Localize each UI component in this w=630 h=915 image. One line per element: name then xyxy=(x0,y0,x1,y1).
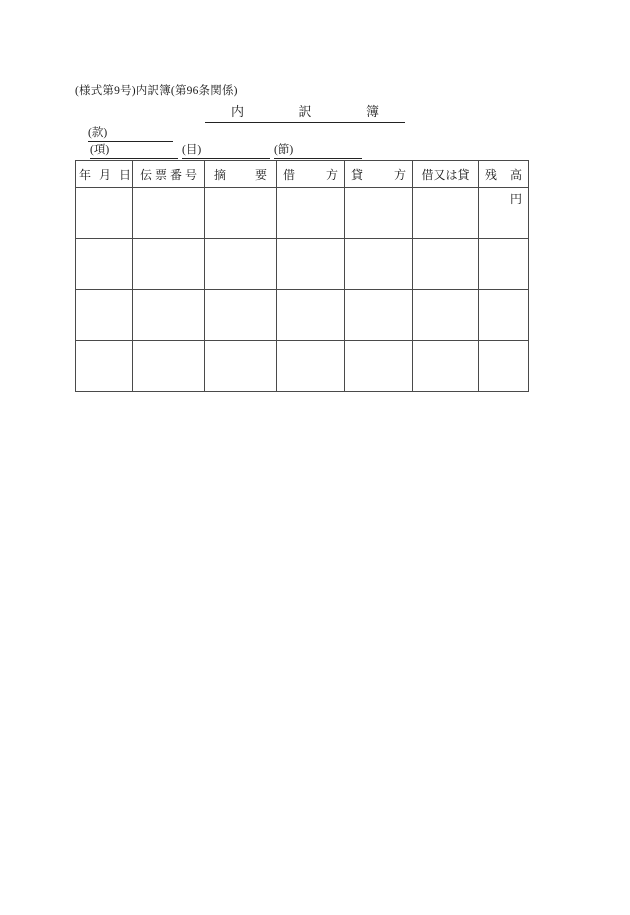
table-row xyxy=(76,188,529,239)
column-header-balance-left: 残 xyxy=(485,167,498,182)
column-header-credit-left: 貸 xyxy=(351,167,364,182)
cell-slip-number[interactable] xyxy=(133,188,205,239)
cell-slip-number[interactable] xyxy=(133,239,205,290)
column-header-credit xyxy=(345,161,413,188)
column-header-debit-left: 借 xyxy=(283,167,296,182)
form-code-label: (様式第9号)内訳簿(第96条関係) xyxy=(75,85,238,97)
cell-summary[interactable] xyxy=(205,188,277,239)
cell-credit[interactable] xyxy=(345,341,413,392)
cell-summary[interactable] xyxy=(205,341,277,392)
cell-slip-number[interactable] xyxy=(133,290,205,341)
cell-debit[interactable] xyxy=(277,341,345,392)
title-part-3: 簿 xyxy=(366,104,380,119)
column-header-debit-or-credit: 借又は貸 xyxy=(413,161,479,188)
cell-date[interactable] xyxy=(76,188,133,239)
table-row xyxy=(76,239,529,290)
cell-debit[interactable] xyxy=(277,290,345,341)
kan-field[interactable] xyxy=(88,124,173,142)
cell-date[interactable] xyxy=(76,290,133,341)
title-part-1: 内 xyxy=(230,104,244,119)
cell-credit[interactable] xyxy=(345,239,413,290)
moku-label: (目) xyxy=(182,144,202,156)
setsu-label: (節) xyxy=(274,144,294,156)
moku-field[interactable] xyxy=(182,141,270,159)
setsu-field[interactable] xyxy=(274,141,362,159)
cell-debit-or-credit[interactable] xyxy=(413,239,479,290)
cell-debit-or-credit[interactable] xyxy=(413,290,479,341)
cell-balance[interactable] xyxy=(479,341,529,392)
column-header-balance-right: 高 xyxy=(509,167,522,182)
cell-date[interactable] xyxy=(76,341,133,392)
ledger-table xyxy=(75,160,529,392)
cell-summary[interactable] xyxy=(205,290,277,341)
currency-unit-label: 円 xyxy=(509,192,522,206)
cell-slip-number[interactable] xyxy=(133,341,205,392)
column-header-debit-right: 方 xyxy=(325,167,338,182)
cell-debit[interactable] xyxy=(277,188,345,239)
column-header-debit xyxy=(277,161,345,188)
cell-balance[interactable] xyxy=(479,290,529,341)
cell-summary[interactable] xyxy=(205,239,277,290)
column-header-balance xyxy=(479,161,529,188)
page-title xyxy=(205,101,405,123)
cell-debit-or-credit[interactable] xyxy=(413,341,479,392)
cell-debit-or-credit[interactable] xyxy=(413,188,479,239)
column-header-slip-number: 伝 票 番 号 xyxy=(133,161,205,188)
cell-date[interactable] xyxy=(76,239,133,290)
column-header-summary-left: 摘 xyxy=(214,167,227,182)
table-row xyxy=(76,290,529,341)
table-header-row xyxy=(76,161,529,188)
cell-credit[interactable] xyxy=(345,188,413,239)
cell-credit[interactable] xyxy=(345,290,413,341)
kan-label: (款) xyxy=(88,127,108,139)
table-row xyxy=(76,341,529,392)
subsection-fields xyxy=(90,141,362,159)
title-part-2: 訳 xyxy=(298,104,312,119)
column-header-summary xyxy=(205,161,277,188)
ko-label: (項) xyxy=(90,144,110,156)
column-header-date: 年 月 日 xyxy=(76,161,133,188)
column-header-summary-right: 要 xyxy=(254,167,267,182)
ko-field[interactable] xyxy=(90,141,178,159)
cell-balance[interactable] xyxy=(479,239,529,290)
cell-balance[interactable] xyxy=(479,188,529,239)
column-header-credit-right: 方 xyxy=(393,167,406,182)
cell-debit[interactable] xyxy=(277,239,345,290)
